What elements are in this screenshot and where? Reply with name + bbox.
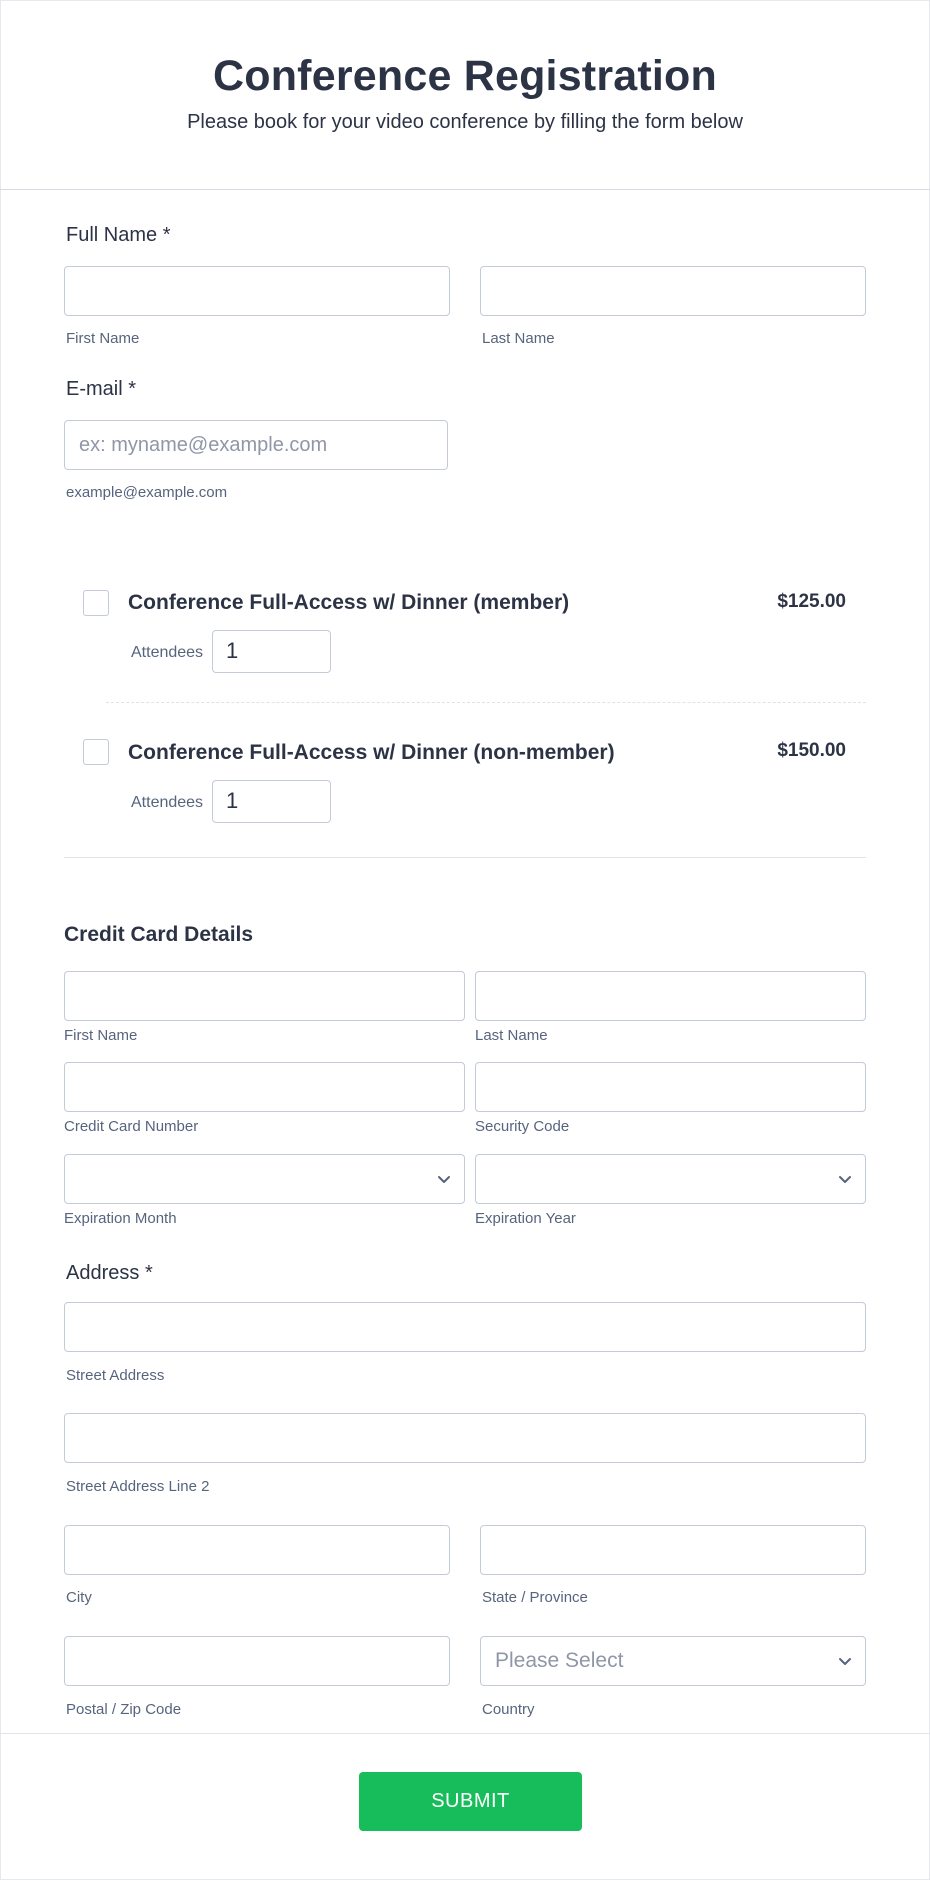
state-input[interactable] [480, 1525, 866, 1575]
email-field[interactable] [64, 420, 448, 470]
attendees-input-member[interactable]: 1 [212, 630, 331, 673]
country-sublabel: Country [482, 1701, 535, 1718]
required-mark: * [128, 378, 137, 400]
attendees-label-member: Attendees [131, 644, 204, 661]
country-placeholder: Please Select [495, 1649, 624, 1672]
required-mark: * [144, 1262, 153, 1284]
email-label: E-mail * [66, 378, 137, 400]
exp-month-sublabel: Expiration Month [64, 1210, 177, 1227]
required-mark: * [162, 224, 171, 246]
form-header [0, 0, 930, 190]
submit-button[interactable]: SUBMIT [359, 1772, 582, 1831]
last-name-input[interactable] [480, 266, 866, 316]
email-sublabel: example@example.com [66, 484, 228, 501]
zip-sublabel: Postal / Zip Code [66, 1701, 182, 1718]
attendees-input-non-member[interactable]: 1 [212, 780, 331, 823]
page-subtitle: Please book for your video conference by filling the form below [187, 111, 743, 133]
product-divider [106, 702, 866, 703]
city-input[interactable] [64, 1525, 450, 1575]
product-name-non-member: Conference Full-Access w/ Dinner (non-member) [128, 741, 615, 764]
city-sublabel: City [66, 1589, 92, 1606]
product-price-member: $125.00 [777, 591, 846, 612]
cc-last-name-sublabel: Last Name [475, 1027, 548, 1044]
first-name-sublabel: First Name [66, 330, 140, 347]
zip-input[interactable] [64, 1636, 450, 1686]
product-price-non-member: $150.00 [777, 740, 846, 761]
full-name-label: Full Name * [66, 224, 171, 246]
last-name-sublabel: Last Name [482, 330, 555, 347]
cc-number-sublabel: Credit Card Number [64, 1118, 199, 1135]
credit-card-title: Credit Card Details [64, 923, 254, 946]
street-address-sublabel: Street Address [66, 1367, 165, 1384]
cc-number-input[interactable] [64, 1062, 465, 1112]
exp-year-sublabel: Expiration Year [475, 1210, 576, 1227]
street-address-2-input[interactable] [64, 1413, 866, 1463]
first-name-input[interactable] [64, 266, 450, 316]
attendees-label-non-member: Attendees [131, 794, 204, 811]
exp-month-select[interactable] [64, 1154, 465, 1204]
exp-year-select[interactable] [475, 1154, 866, 1204]
cc-first-name-sublabel: First Name [64, 1027, 138, 1044]
cc-security-sublabel: Security Code [475, 1118, 570, 1135]
cc-last-name-input[interactable] [475, 971, 866, 1021]
cc-first-name-input[interactable] [64, 971, 465, 1021]
product-name-member: Conference Full-Access w/ Dinner (member) [128, 591, 570, 614]
section-divider [64, 857, 866, 858]
product-checkbox-member[interactable] [83, 590, 109, 616]
street-address-input[interactable] [64, 1302, 866, 1352]
chevron-down-icon [436, 1171, 452, 1187]
chevron-down-icon [837, 1653, 853, 1669]
cc-security-input[interactable] [475, 1062, 866, 1112]
street-address-2-sublabel: Street Address Line 2 [66, 1478, 210, 1495]
page-title: Conference Registration [213, 52, 717, 100]
chevron-down-icon [837, 1171, 853, 1187]
address-label: Address * [66, 1262, 153, 1284]
state-sublabel: State / Province [482, 1589, 588, 1606]
country-select[interactable] [480, 1636, 866, 1686]
product-checkbox-non-member[interactable] [83, 739, 109, 765]
